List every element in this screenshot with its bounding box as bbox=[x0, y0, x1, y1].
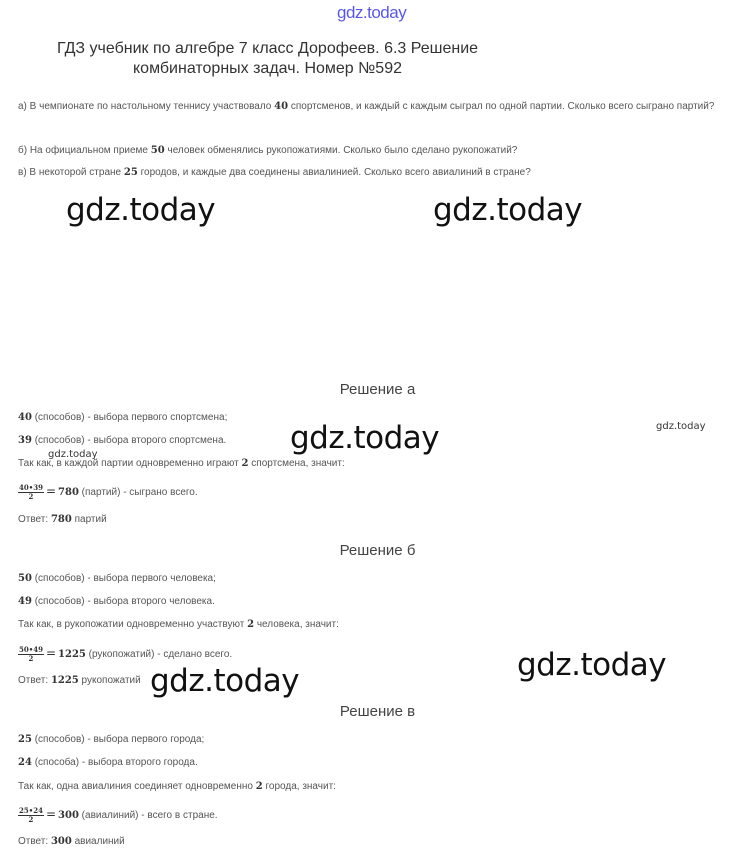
task-c-pre: в) В некоторой стране bbox=[18, 167, 124, 178]
solution-c-line3-pre: Так как, одна авиалиния соединяет одновременно bbox=[18, 781, 256, 792]
task-a-number: 40 bbox=[274, 101, 289, 112]
solution-a-answer-number: 780 bbox=[50, 514, 72, 525]
solution-b-fraction-denominator: 2 bbox=[28, 654, 34, 663]
solution-a-line2-number: 39 bbox=[18, 435, 32, 446]
solution-c-fraction-numerator: 25•24 bbox=[19, 806, 43, 815]
solution-b-answer-number: 1225 bbox=[50, 675, 79, 686]
solution-b-answer-unit: рукопожатий bbox=[78, 675, 141, 686]
watermark: gdz.today bbox=[517, 647, 667, 683]
solution-b-line1 bbox=[18, 572, 216, 586]
solution-b-line2-text: (способов) - выбора второго человека. bbox=[31, 596, 215, 607]
watermark: gdz.today bbox=[48, 449, 98, 460]
solution-b-line2 bbox=[18, 595, 215, 609]
solution-a-line3-post: спортсмена, значит: bbox=[248, 458, 345, 469]
solution-b-line1-text: (способов) - выбора первого человека; bbox=[31, 573, 216, 584]
watermark: gdz.today bbox=[290, 420, 440, 456]
task-c bbox=[18, 163, 531, 183]
solution-c-result-text: (авиалиний) - всего в стране. bbox=[78, 810, 218, 822]
solution-c-line2-text: (способа) - выбора второго города. bbox=[31, 757, 198, 768]
solution-a-answer-unit: партий bbox=[71, 514, 107, 525]
watermark: gdz.today bbox=[66, 192, 216, 228]
solution-c-line2 bbox=[18, 756, 198, 770]
solution-a-line1-number: 40 bbox=[18, 412, 32, 423]
solution-a-fraction bbox=[18, 484, 44, 501]
solution-a-line3-number: 2 bbox=[241, 458, 249, 469]
solution-c-formula bbox=[18, 807, 218, 824]
task-b-post: человек обменялись рукопожатиями. Сколько было сделано рукопожатий? bbox=[164, 145, 518, 156]
solution-c-result: 300 bbox=[58, 810, 79, 822]
solution-c-line3 bbox=[18, 780, 336, 794]
watermark: gdz.today bbox=[656, 421, 706, 432]
solution-b-fraction bbox=[18, 646, 44, 663]
solution-a-formula bbox=[18, 484, 198, 501]
solution-c-answer bbox=[18, 835, 125, 849]
solution-a-answer bbox=[18, 513, 107, 527]
task-c-post: городов, и каждые два соединены авиалинией. Сколько всего авиалиний в стране? bbox=[137, 167, 531, 178]
solution-b-heading: Решение б bbox=[339, 542, 416, 559]
solution-b-result-text: (рукопожатий) - сделано всего. bbox=[85, 649, 233, 661]
solution-c-answer-number: 300 bbox=[50, 836, 72, 847]
solution-a-heading: Решение а bbox=[339, 381, 416, 398]
solution-c-heading: Решение в bbox=[339, 703, 416, 720]
solution-b-answer-label: Ответ: bbox=[18, 675, 51, 686]
solution-c-answer-label: Ответ: bbox=[18, 836, 51, 847]
solution-c-line2-number: 24 bbox=[18, 757, 32, 768]
solution-b-line3-post: человека, значит: bbox=[254, 619, 339, 630]
page-title: ГДЗ учебник по алгебре 7 класс Дорофеев. 6.3 Решение комбинаторных задач. Номер №592 bbox=[56, 40, 479, 77]
solution-a-line2 bbox=[18, 434, 226, 448]
solution-a-result: 780 bbox=[58, 487, 79, 499]
solution-b-line3-pre: Так как, в рукопожатии одновременно участвуют bbox=[18, 619, 248, 630]
task-b-number: 50 bbox=[150, 145, 165, 156]
solution-a-line3-pre: Так как, в каждой партии одновременно играют bbox=[18, 458, 242, 469]
site-logo[interactable]: gdz.today bbox=[337, 3, 407, 22]
task-b bbox=[18, 141, 517, 161]
solution-c-answer-unit: авиалиний bbox=[71, 836, 125, 847]
solution-a-line2-text: (способов) - выбора второго спортсмена. bbox=[31, 435, 227, 446]
watermark: gdz.today bbox=[150, 663, 300, 699]
solution-c-fraction-denominator: 2 bbox=[28, 815, 34, 824]
task-a bbox=[18, 97, 740, 117]
solution-c-line3-post: города, значит: bbox=[262, 781, 336, 792]
solution-b-line3 bbox=[18, 618, 339, 632]
solution-c-line3-number: 2 bbox=[255, 781, 263, 792]
solution-a-equals: = bbox=[45, 484, 57, 499]
solution-a-line1-text: (способов) - выбора первого спортсмена; bbox=[31, 412, 228, 423]
solution-b-result: 1225 bbox=[58, 649, 86, 661]
solution-c-line1 bbox=[18, 733, 204, 747]
solution-c-line1-text: (способов) - выбора первого города; bbox=[31, 734, 205, 745]
solution-b-line3-number: 2 bbox=[247, 619, 255, 630]
solution-b-equals: = bbox=[45, 646, 57, 661]
solution-a-line1 bbox=[18, 411, 227, 425]
solution-c-fraction bbox=[18, 807, 44, 824]
solution-b-formula bbox=[18, 646, 232, 663]
task-b-pre: б) На официальном приеме bbox=[18, 145, 151, 156]
solution-b-answer bbox=[18, 674, 141, 688]
solution-b-line1-number: 50 bbox=[18, 573, 32, 584]
solution-b-line2-number: 49 bbox=[18, 596, 32, 607]
solution-b-fraction-numerator: 50•49 bbox=[19, 645, 43, 654]
solution-a-fraction-denominator: 2 bbox=[28, 492, 34, 501]
solution-c-line1-number: 25 bbox=[18, 734, 32, 745]
task-a-pre: а) В чемпионате по настольному теннису участвовало bbox=[18, 101, 275, 112]
solution-a-answer-label: Ответ: bbox=[18, 514, 51, 525]
solution-a-fraction-numerator: 40•39 bbox=[19, 483, 43, 492]
task-c-number: 25 bbox=[123, 167, 138, 178]
watermark: gdz.today bbox=[433, 192, 583, 228]
task-a-post: спортсменов, и каждый с каждым сыграл по одной партии. Сколько всего сыграно партий? bbox=[288, 101, 715, 112]
solution-c-equals: = bbox=[45, 807, 57, 822]
solution-a-result-text: (партий) - сыграно всего. bbox=[78, 487, 198, 499]
